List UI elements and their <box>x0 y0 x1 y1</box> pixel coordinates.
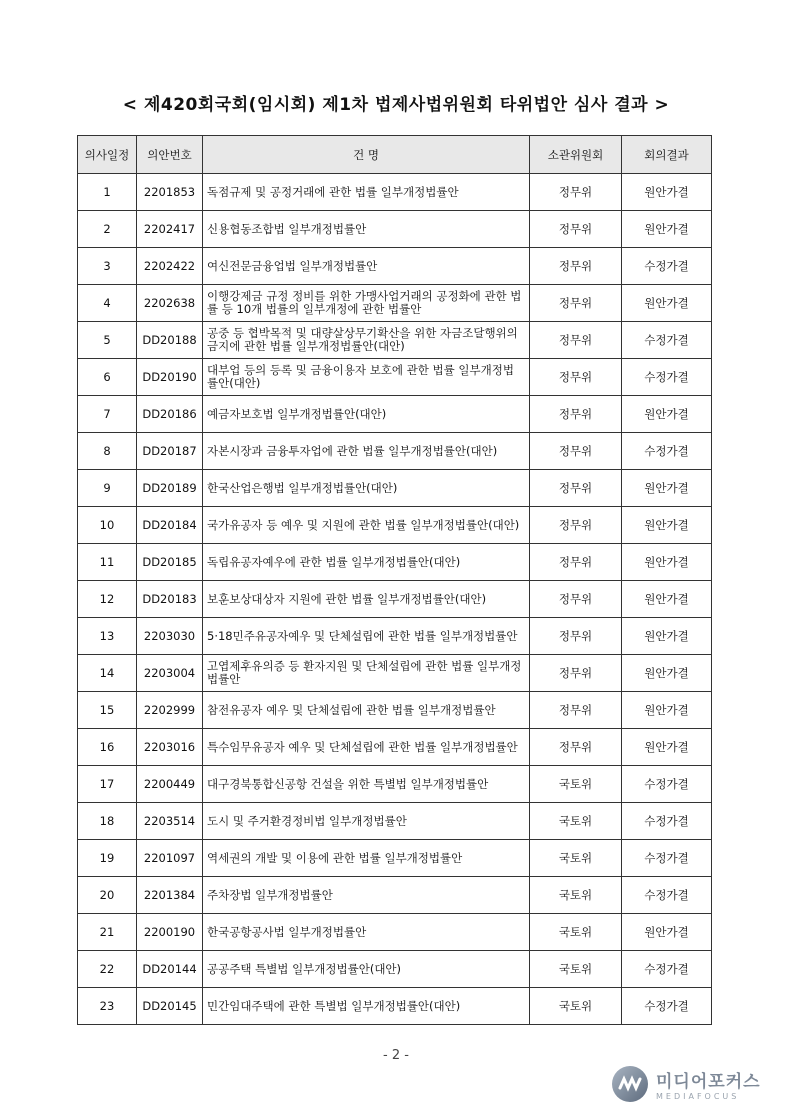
result-cell: 수정가결 <box>622 359 712 396</box>
result-cell: 원안가결 <box>622 507 712 544</box>
table-header-row <box>78 136 712 174</box>
agenda-order-cell: 8 <box>78 433 137 470</box>
bill-title-cell: 보훈보상대상자 지원에 관한 법률 일부개정법률안(대안) <box>203 581 530 618</box>
watermark-logo <box>612 1063 782 1105</box>
table-row <box>78 803 712 840</box>
bill-review-table <box>77 135 712 1025</box>
result-cell: 수정가결 <box>622 840 712 877</box>
table-row <box>78 877 712 914</box>
table-row <box>78 285 712 322</box>
result-cell: 수정가결 <box>622 766 712 803</box>
bill-title-cell: 국가유공자 등 예우 및 지원에 관한 법률 일부개정법률안(대안) <box>203 507 530 544</box>
table-row <box>78 581 712 618</box>
page-title: < 제420회국회(임시회) 제1차 법제사법위원회 타위법안 심사 결과 > <box>122 95 670 115</box>
agenda-order-cell: 18 <box>78 803 137 840</box>
logo-text-english: MEDIAFOCUS <box>656 1092 740 1101</box>
table-row <box>78 655 712 692</box>
committee-cell: 정무위 <box>530 507 622 544</box>
result-cell: 원안가결 <box>622 729 712 766</box>
agenda-order-cell: 4 <box>78 285 137 322</box>
result-cell: 수정가결 <box>622 433 712 470</box>
bill-number-cell: 2202417 <box>137 211 203 248</box>
table-row <box>78 248 712 285</box>
committee-cell: 정무위 <box>530 211 622 248</box>
bill-number-cell: DD20189 <box>137 470 203 507</box>
bill-title-cell: 대구경북통합신공항 건설을 위한 특별법 일부개정법률안 <box>203 766 530 803</box>
result-cell: 원안가결 <box>622 544 712 581</box>
result-cell: 수정가결 <box>622 877 712 914</box>
bill-title-cell: 특수임무유공자 예우 및 단체설립에 관한 법률 일부개정법률안 <box>203 729 530 766</box>
agenda-order-cell: 9 <box>78 470 137 507</box>
agenda-order-cell: 20 <box>78 877 137 914</box>
bill-title-cell: 한국공항공사법 일부개정법률안 <box>203 914 530 951</box>
committee-cell: 정무위 <box>530 618 622 655</box>
committee-cell: 국토위 <box>530 988 622 1025</box>
committee-cell: 국토위 <box>530 914 622 951</box>
committee-cell: 정무위 <box>530 322 622 359</box>
table-row <box>78 507 712 544</box>
bill-title-cell: 5·18민주유공자예우 및 단체설립에 관한 법률 일부개정법률안 <box>203 618 530 655</box>
agenda-order-cell: 19 <box>78 840 137 877</box>
bill-number-cell: DD20184 <box>137 507 203 544</box>
agenda-order-cell: 10 <box>78 507 137 544</box>
bill-title-cell: 공중 등 협박목적 및 대량살상무기확산을 위한 자금조달행위의 금지에 관한 법률 일부개정법률안(대안) <box>203 322 530 359</box>
result-cell: 원안가결 <box>622 396 712 433</box>
bill-number-cell: 2202638 <box>137 285 203 322</box>
bill-number-cell: 2203030 <box>137 618 203 655</box>
agenda-order-cell: 3 <box>78 248 137 285</box>
bill-number-cell: DD20190 <box>137 359 203 396</box>
committee-cell: 정무위 <box>530 544 622 581</box>
bill-title-cell: 주차장법 일부개정법률안 <box>203 877 530 914</box>
table-row <box>78 840 712 877</box>
agenda-order-cell: 7 <box>78 396 137 433</box>
result-cell: 원안가결 <box>622 470 712 507</box>
agenda-order-cell: 16 <box>78 729 137 766</box>
table-row <box>78 396 712 433</box>
bill-number-cell: 2200190 <box>137 914 203 951</box>
agenda-order-cell: 12 <box>78 581 137 618</box>
header-result: 회의결과 <box>622 136 712 174</box>
agenda-order-cell: 13 <box>78 618 137 655</box>
bill-number-cell: DD20145 <box>137 988 203 1025</box>
bill-number-cell: 2201853 <box>137 174 203 211</box>
media-focus-logo-icon <box>612 1066 648 1102</box>
table-row <box>78 433 712 470</box>
bill-number-cell: DD20185 <box>137 544 203 581</box>
header-bill-title: 건 명 <box>203 136 530 174</box>
bill-number-cell: DD20144 <box>137 951 203 988</box>
committee-cell: 정무위 <box>530 396 622 433</box>
result-cell: 원안가결 <box>622 285 712 322</box>
table-row <box>78 729 712 766</box>
agenda-order-cell: 2 <box>78 211 137 248</box>
header-committee: 소관위원회 <box>530 136 622 174</box>
committee-cell: 정무위 <box>530 692 622 729</box>
bill-number-cell: 2202422 <box>137 248 203 285</box>
result-cell: 원안가결 <box>622 581 712 618</box>
agenda-order-cell: 6 <box>78 359 137 396</box>
result-cell: 원안가결 <box>622 174 712 211</box>
committee-cell: 정무위 <box>530 359 622 396</box>
bill-number-cell: 2203004 <box>137 655 203 692</box>
table-row <box>78 692 712 729</box>
result-cell: 수정가결 <box>622 322 712 359</box>
committee-cell: 정무위 <box>530 433 622 470</box>
agenda-order-cell: 22 <box>78 951 137 988</box>
committee-cell: 정무위 <box>530 581 622 618</box>
bill-title-cell: 독립유공자예우에 관한 법률 일부개정법률안(대안) <box>203 544 530 581</box>
committee-cell: 정무위 <box>530 248 622 285</box>
bill-title-cell: 역세권의 개발 및 이용에 관한 법률 일부개정법률안 <box>203 840 530 877</box>
committee-cell: 정무위 <box>530 470 622 507</box>
result-cell: 수정가결 <box>622 988 712 1025</box>
committee-cell: 정무위 <box>530 655 622 692</box>
bill-title-cell: 독점규제 및 공정거래에 관한 법률 일부개정법률안 <box>203 174 530 211</box>
table-row <box>78 988 712 1025</box>
table-row <box>78 359 712 396</box>
result-cell: 원안가결 <box>622 211 712 248</box>
bill-title-cell: 도시 및 주거환경정비법 일부개정법률안 <box>203 803 530 840</box>
bill-title-cell: 민간임대주택에 관한 특별법 일부개정법률안(대안) <box>203 988 530 1025</box>
committee-cell: 정무위 <box>530 174 622 211</box>
bill-title-cell: 이행강제금 규정 정비를 위한 가맹사업거래의 공정화에 관한 법률 등 10개 법률의 일부개정에 관한 법률안 <box>203 285 530 322</box>
bill-title-cell: 고엽제후유의증 등 환자지원 및 단체설립에 관한 법률 일부개정법률안 <box>203 655 530 692</box>
bill-number-cell: DD20183 <box>137 581 203 618</box>
bill-title-cell: 공공주택 특별법 일부개정법률안(대안) <box>203 951 530 988</box>
table-row <box>78 951 712 988</box>
bill-number-cell: 2201097 <box>137 840 203 877</box>
bill-title-cell: 참전유공자 예우 및 단체설립에 관한 법률 일부개정법률안 <box>203 692 530 729</box>
bill-number-cell: DD20188 <box>137 322 203 359</box>
agenda-order-cell: 21 <box>78 914 137 951</box>
bill-number-cell: 2203514 <box>137 803 203 840</box>
result-cell: 원안가결 <box>622 618 712 655</box>
table-row <box>78 174 712 211</box>
result-cell: 원안가결 <box>622 692 712 729</box>
table-row <box>78 322 712 359</box>
bill-title-cell: 대부업 등의 등록 및 금융이용자 보호에 관한 법률 일부개정법률안(대안) <box>203 359 530 396</box>
agenda-order-cell: 17 <box>78 766 137 803</box>
bill-number-cell: 2200449 <box>137 766 203 803</box>
bill-title-cell: 예금자보호법 일부개정법률안(대안) <box>203 396 530 433</box>
committee-cell: 정무위 <box>530 285 622 322</box>
agenda-order-cell: 14 <box>78 655 137 692</box>
committee-cell: 국토위 <box>530 803 622 840</box>
table-row <box>78 544 712 581</box>
table-row <box>78 211 712 248</box>
table-row <box>78 618 712 655</box>
bill-number-cell: 2203016 <box>137 729 203 766</box>
committee-cell: 국토위 <box>530 766 622 803</box>
page-number: - 2 - <box>383 1048 409 1063</box>
logo-text-korean: 미디어포커스 <box>656 1072 761 1092</box>
bill-title-cell: 한국산업은행법 일부개정법률안(대안) <box>203 470 530 507</box>
bill-title-cell: 여신전문금융업법 일부개정법률안 <box>203 248 530 285</box>
bill-number-cell: 2201384 <box>137 877 203 914</box>
header-agenda-order: 의사일정 <box>78 136 137 174</box>
bill-title-cell: 신용협동조합법 일부개정법률안 <box>203 211 530 248</box>
result-cell: 수정가결 <box>622 803 712 840</box>
table-row <box>78 914 712 951</box>
committee-cell: 국토위 <box>530 951 622 988</box>
agenda-order-cell: 15 <box>78 692 137 729</box>
committee-cell: 국토위 <box>530 840 622 877</box>
agenda-order-cell: 11 <box>78 544 137 581</box>
bill-title-cell: 자본시장과 금융투자업에 관한 법률 일부개정법률안(대안) <box>203 433 530 470</box>
result-cell: 원안가결 <box>622 914 712 951</box>
result-cell: 수정가결 <box>622 248 712 285</box>
committee-cell: 국토위 <box>530 877 622 914</box>
agenda-order-cell: 5 <box>78 322 137 359</box>
committee-cell: 정무위 <box>530 729 622 766</box>
bill-number-cell: DD20187 <box>137 433 203 470</box>
agenda-order-cell: 1 <box>78 174 137 211</box>
bill-number-cell: 2202999 <box>137 692 203 729</box>
result-cell: 원안가결 <box>622 655 712 692</box>
table-row <box>78 470 712 507</box>
table-row <box>78 766 712 803</box>
agenda-order-cell: 23 <box>78 988 137 1025</box>
bill-number-cell: DD20186 <box>137 396 203 433</box>
header-bill-number: 의안번호 <box>137 136 203 174</box>
result-cell: 수정가결 <box>622 951 712 988</box>
